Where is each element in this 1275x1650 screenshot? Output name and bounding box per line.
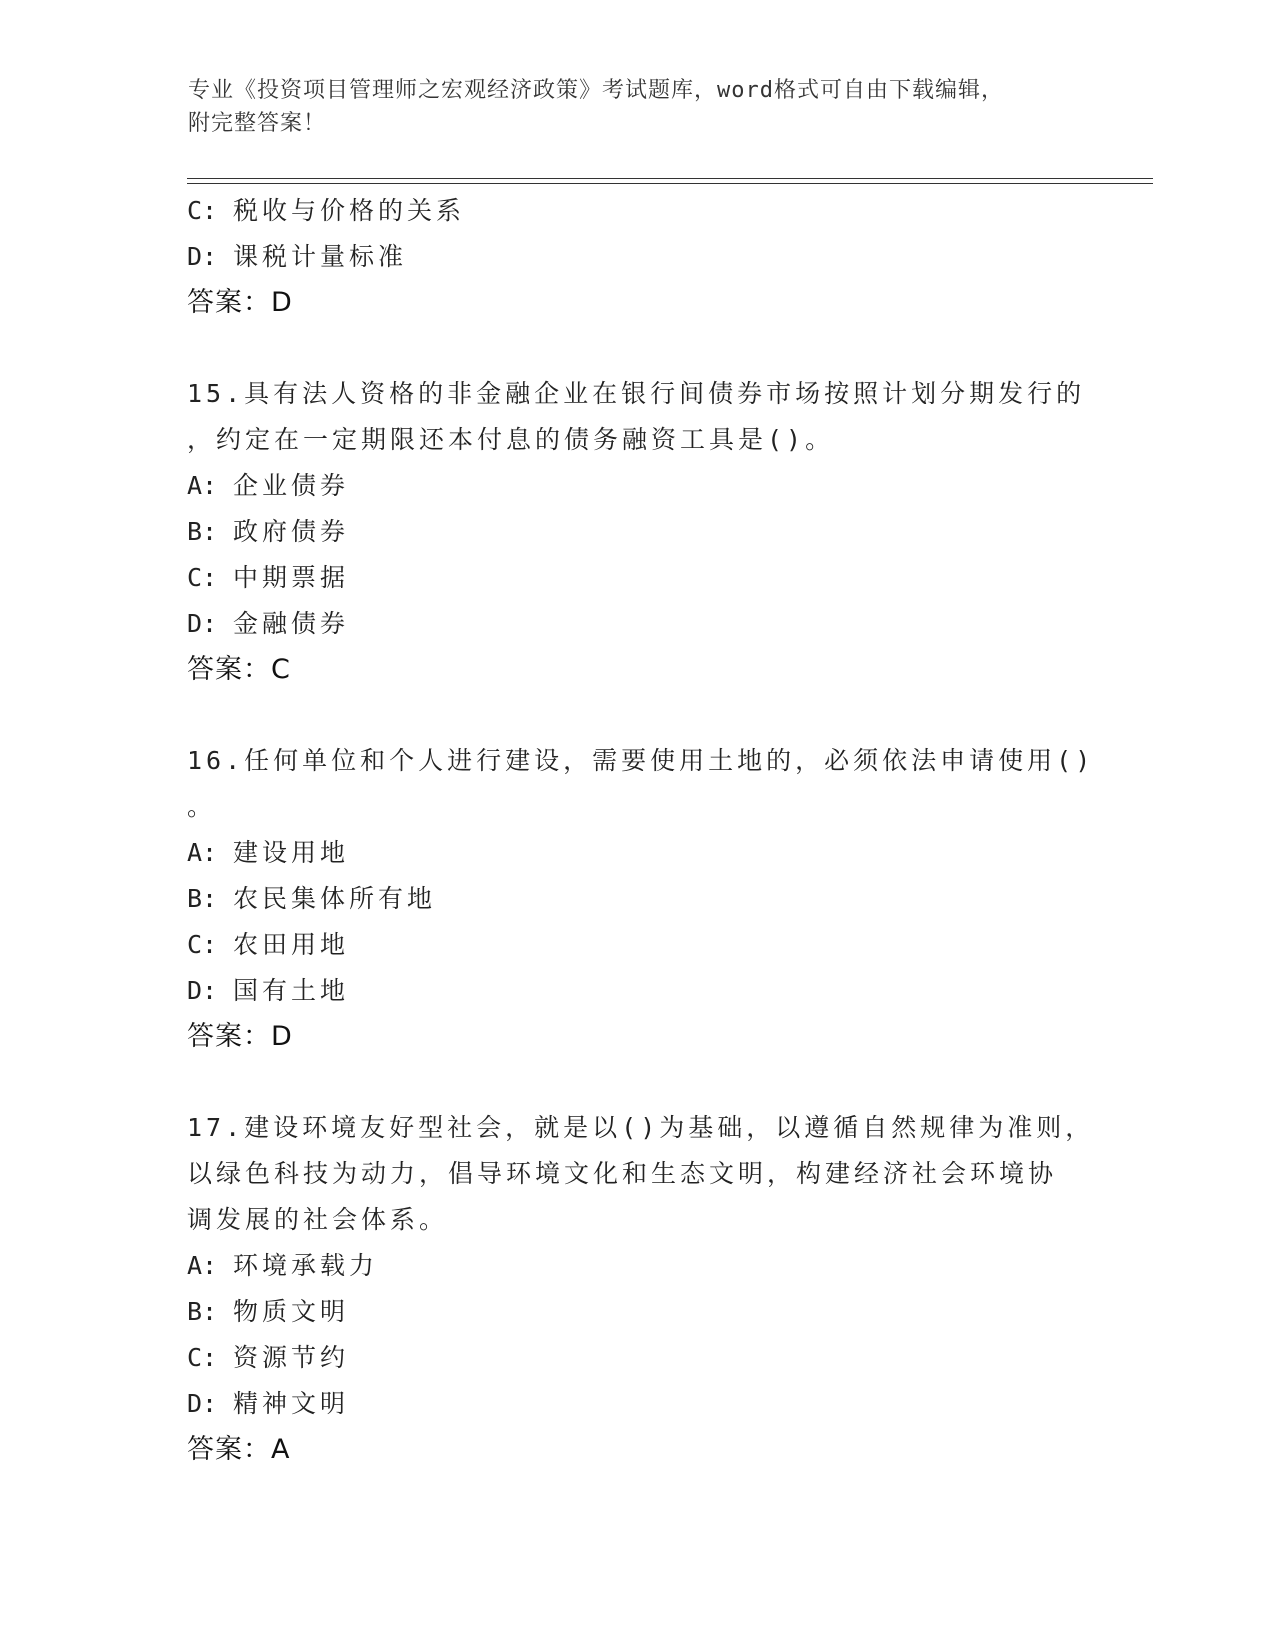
header-divider-top (187, 178, 1153, 179)
question-stem-line: 调发展的社会体系。 (187, 1205, 449, 1234)
answer-line: 答案：D (187, 287, 293, 318)
option-label: D: (187, 609, 218, 638)
option-row (187, 188, 1087, 234)
option-text: 税收与价格的关系 (233, 196, 466, 225)
question-block-17 (187, 1105, 1095, 1473)
question-block-15 (187, 371, 1087, 693)
answer-line: 答案：D (187, 1021, 293, 1052)
option-text: 环境承载力 (233, 1251, 379, 1280)
option-label: A: (187, 1251, 218, 1280)
document-header (188, 74, 1068, 140)
option-row (187, 463, 1087, 509)
option-row (187, 1335, 1087, 1381)
option-text: 农田用地 (233, 930, 350, 959)
question-stem-line: 15.具有法人资格的非金融企业在银行间债券市场按照计划分期发行的 (187, 379, 1086, 408)
option-text: 金融债券 (233, 609, 350, 638)
question-spacer (187, 693, 1087, 738)
option-row (187, 968, 1087, 1014)
option-label: B: (187, 884, 218, 913)
option-label: D: (187, 242, 218, 271)
question-stem-line: 17.建设环境友好型社会，就是以()为基础，以遵循自然规律为准则， (187, 1113, 1095, 1142)
question-block-16 (187, 738, 1095, 1060)
question-spacer (187, 326, 1087, 371)
option-text: 建设用地 (233, 838, 350, 867)
header-line-2: 附完整答案！ (188, 111, 327, 136)
option-row (187, 601, 1087, 647)
option-text: 国有土地 (233, 976, 350, 1005)
option-row (187, 234, 1087, 280)
question-stem-line: ，约定在一定期限还本付息的债务融资工具是()。 (187, 425, 835, 454)
option-text: 政府债券 (233, 517, 350, 546)
option-row (187, 1381, 1087, 1427)
option-row (187, 1243, 1087, 1289)
option-text: 物质文明 (233, 1297, 350, 1326)
option-text: 中期票据 (233, 563, 350, 592)
option-label: A: (187, 471, 218, 500)
option-text: 农民集体所有地 (233, 884, 437, 913)
question-stem-line: 16.任何单位和个人进行建设，需要使用土地的，必须依法申请使用() (187, 746, 1095, 775)
header-line-1: 专业《投资项目管理师之宏观经济政策》考试题库，word格式可自由下载编辑， (188, 78, 1004, 103)
question-stem-line: 以绿色科技为动力，倡导环境文化和生态文明，构建经济社会环境协 (187, 1159, 1058, 1188)
option-row (187, 555, 1087, 601)
question-spacer (187, 1060, 1087, 1105)
option-label: D: (187, 976, 218, 1005)
option-text: 课税计量标准 (233, 242, 408, 271)
answer-line: 答案：C (187, 654, 291, 685)
option-label: C: (187, 1343, 218, 1372)
option-text: 资源节约 (233, 1343, 350, 1372)
option-text: 企业债券 (233, 471, 350, 500)
option-label: A: (187, 838, 218, 867)
option-label: C: (187, 563, 218, 592)
option-row (187, 830, 1087, 876)
option-row (187, 876, 1087, 922)
option-label: D: (187, 1389, 218, 1418)
prev-question-block (187, 188, 1087, 326)
option-row (187, 1289, 1087, 1335)
option-label: C: (187, 196, 218, 225)
question-content (187, 188, 1095, 1473)
question-stem-line: 。 (187, 792, 217, 821)
option-label: B: (187, 517, 218, 546)
option-row (187, 509, 1087, 555)
option-label: B: (187, 1297, 218, 1326)
option-label: C: (187, 930, 218, 959)
option-text: 精神文明 (233, 1389, 350, 1418)
option-row (187, 922, 1087, 968)
answer-line: 答案：A (187, 1434, 291, 1465)
header-divider-bottom (187, 183, 1153, 184)
